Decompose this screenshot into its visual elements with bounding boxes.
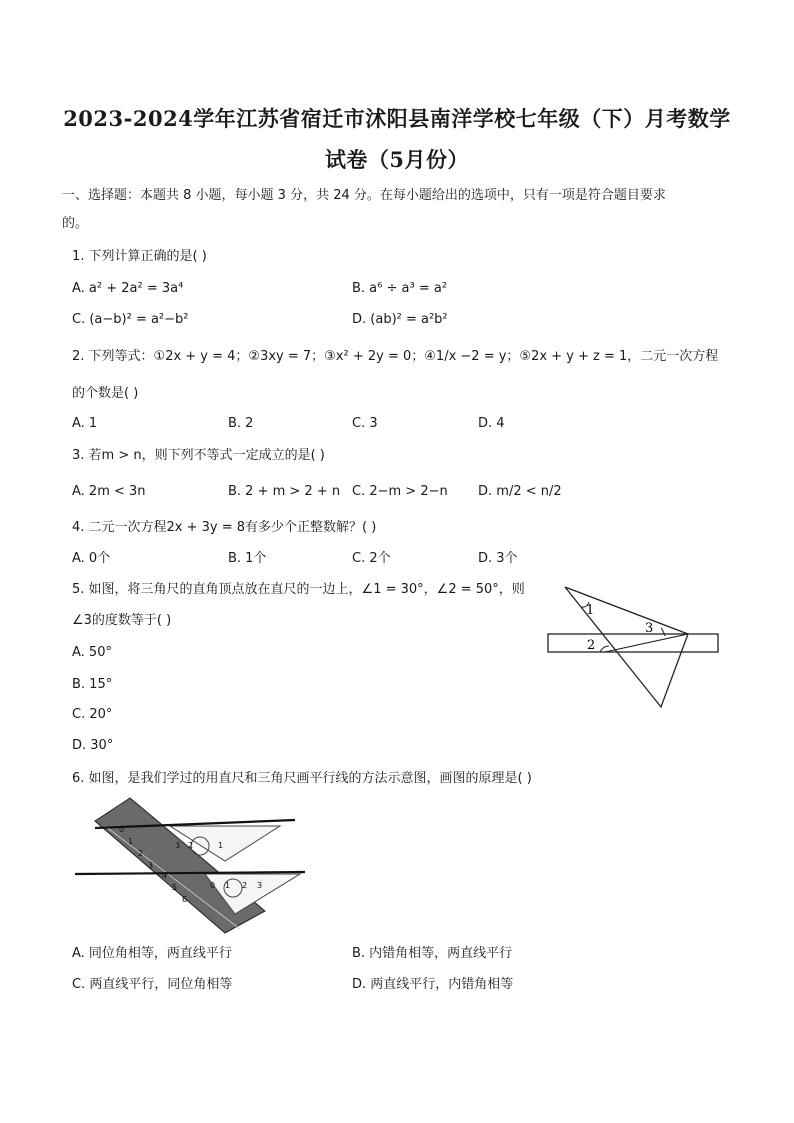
q3-stem: 3. 若m > n，则下列不等式一定成立的是( ) — [72, 448, 325, 463]
q6-tri-top-tick-3: 3 — [175, 841, 181, 850]
q4-option-a: A. 0个 — [72, 551, 111, 566]
q6-ruler-tick-6: 6 — [182, 895, 188, 904]
q1-option-b: B. a⁶ ÷ a³ = a² — [352, 281, 448, 296]
q1-option-d: D. (ab)² = a²b² — [352, 312, 448, 327]
q5-option-d: D. 30° — [72, 738, 114, 753]
q6-stem: 6. 如图，是我们学过的用直尺和三角尺画平行线的方法示意图，画图的原理是( ) — [72, 771, 532, 786]
q6-tri-top-tick-1: 1 — [218, 841, 224, 850]
q6-ruler-tick-2: 2 — [138, 849, 144, 858]
section-heading-line1: 一、选择题：本题共 8 小题，每小题 3 分，共 24 分。在每小题给出的选项中，只有一项是符合题目要求 — [62, 188, 666, 203]
q6-ruler-tick-3: 3 — [148, 861, 154, 870]
q5-option-a: A. 50° — [72, 645, 112, 660]
q6-option-b: B. 内错角相等，两直线平行 — [352, 946, 513, 961]
q5-stem-line2: ∠3的度数等于( ) — [72, 613, 172, 628]
q6-ruler-tick-0: 0 — [119, 825, 125, 834]
q4-option-d: D. 3个 — [478, 551, 518, 566]
q6-ruler-tick-4: 4 — [162, 871, 168, 880]
q3-option-c: C. 2−m > 2−n — [352, 484, 448, 499]
q4-stem: 4. 二元一次方程2x + 3y = 8有多少个正整数解？( ) — [72, 520, 377, 535]
q6-tri-bottom-tick-1: 1 — [225, 881, 231, 890]
page-title-line1: 2023-2024学年江苏省宿迁市沭阳县南洋学校七年级（下）月考数学 — [63, 106, 731, 131]
page-title-line2: 试卷（5月份） — [324, 147, 470, 172]
q3-option-d: D. m/2 < n/2 — [478, 484, 562, 499]
q2-stem-line1: 2. 下列等式：①2x + y = 4；②3xy = 7；③x² + 2y = 0；④1/x −2 = y；⑤2x + y + z = 1，二元一次方程 — [72, 349, 719, 364]
q6-tri-top-tick-2: 2 — [188, 841, 194, 850]
q6-figure — [75, 796, 310, 936]
q6-option-a: A. 同位角相等，两直线平行 — [72, 946, 232, 961]
q1-option-c: C. (a−b)² = a²−b² — [72, 312, 189, 327]
q6-ruler-tick-5: 5 — [172, 883, 178, 892]
q5-ruler — [548, 634, 718, 652]
q4-option-c: C. 2个 — [352, 551, 391, 566]
q3-option-a: A. 2m < 3n — [72, 484, 146, 499]
q6-option-d: D. 两直线平行，内错角相等 — [352, 977, 514, 992]
q1-stem: 1. 下列计算正确的是( ) — [72, 249, 207, 264]
q2-stem-line2: 的个数是( ) — [72, 386, 139, 401]
q2-option-b: B. 2 — [228, 416, 254, 431]
q1-option-a: A. a² + 2a² = 3a⁴ — [72, 281, 184, 296]
q6-option-c: C. 两直线平行，同位角相等 — [72, 977, 233, 992]
q5-figure — [545, 582, 725, 712]
q6-ruler — [95, 798, 265, 933]
q6-tri-bottom-tick-3: 3 — [257, 881, 263, 890]
section-heading-line2: 的。 — [62, 216, 89, 231]
q5-option-b: B. 15° — [72, 677, 113, 692]
q2-option-c: C. 3 — [352, 416, 378, 431]
q5-option-c: C. 20° — [72, 707, 113, 722]
q5-label-3: 3 — [645, 621, 654, 636]
q5-label-1: 1 — [586, 603, 595, 618]
q2-option-d: D. 4 — [478, 416, 505, 431]
q5-label-2: 2 — [587, 638, 596, 653]
q5-stem-line1: 5. 如图，将三角尺的直角顶点放在直尺的一边上，∠1 = 30°，∠2 = 50°，则 — [72, 582, 525, 597]
q6-tri-bottom-tick-2: 2 — [242, 881, 248, 890]
q6-ruler-tick-1: 1 — [128, 837, 134, 846]
q2-option-a: A. 1 — [72, 416, 98, 431]
q4-option-b: B. 1个 — [228, 551, 267, 566]
q6-tri-bottom-tick-0: 0 — [210, 881, 216, 890]
q3-option-b: B. 2 + m > 2 + n — [228, 484, 341, 499]
